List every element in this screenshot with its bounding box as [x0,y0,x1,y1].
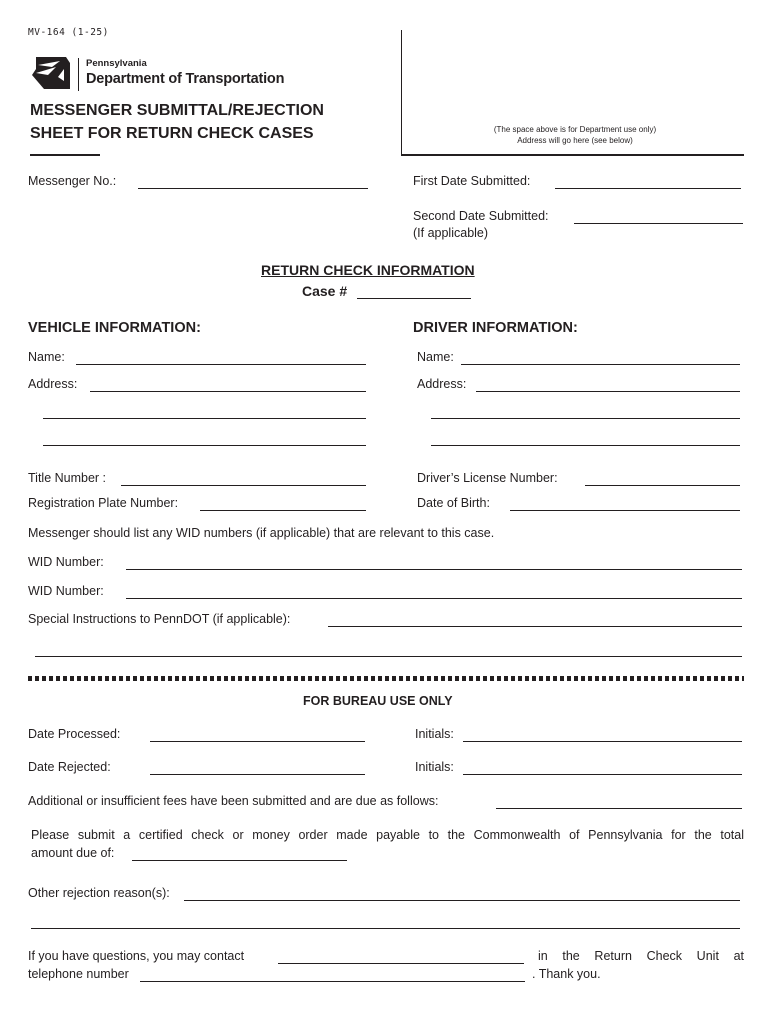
case-number-label: Case # [302,283,348,299]
special-instructions-label: Special Instructions to PennDOT (if applicable): [28,612,291,626]
title-number-label: Title Number : [28,471,107,485]
driver-address-field[interactable] [476,391,740,392]
wid-number-field-1[interactable] [126,569,742,570]
plate-number-label: Registration Plate Number: [28,496,179,510]
bureau-heading: FOR BUREAU USE ONLY [303,694,453,708]
other-reasons-line2[interactable] [31,928,740,929]
wid-number-field-2[interactable] [126,598,742,599]
date-processed-field[interactable] [150,741,365,742]
initials-field-1[interactable] [463,741,742,742]
driver-address-line2[interactable] [431,418,740,419]
telephone-field[interactable] [140,981,525,982]
logo-agency: Department of Transportation [86,71,285,87]
vehicle-address-line2[interactable] [43,418,366,419]
fees-field[interactable] [496,808,742,809]
return-check-unit-text: in the Return Check Unit at [538,949,744,963]
form-title-line1: MESSENGER SUBMITTAL/REJECTION [30,102,324,119]
department-note-line1: (The space above is for Department use only) [493,125,657,134]
first-date-label: First Date Submitted: [413,174,531,188]
logo-divider [78,58,79,91]
driver-heading: DRIVER INFORMATION: [413,320,578,336]
vehicle-address-line3[interactable] [43,445,366,446]
department-note-line2: Address will go here (see below) [517,136,633,145]
first-date-field[interactable] [555,188,741,189]
second-date-label: Second Date Submitted: [413,209,549,223]
vehicle-name-field[interactable] [76,364,366,365]
thank-you-text: . Thank you. [532,967,601,981]
driver-name-field[interactable] [461,364,740,365]
logo-state: Pennsylvania [86,58,147,69]
driver-name-label: Name: [417,350,454,364]
plate-number-field[interactable] [200,510,366,511]
license-number-field[interactable] [585,485,740,486]
dotted-separator [28,676,744,681]
vehicle-name-label: Name: [28,350,65,364]
initials-label-2: Initials: [415,760,454,774]
wid-instruction: Messenger should list any WID numbers (if applicable) that are relevant to this case. [28,526,495,540]
messenger-no-label: Messenger No.: [28,174,117,188]
return-check-heading: RETURN CHECK INFORMATION [261,262,475,278]
title-rule [30,154,100,156]
penndot-keystone-logo-icon [30,55,72,91]
form-title-line2: SHEET FOR RETURN CHECK CASES [30,125,314,142]
telephone-label: telephone number [28,967,129,981]
submit-instruction-line2: amount due of: [31,846,115,860]
submit-instruction-line1: Please submit a certified check or money order made payable to the Commonwealth of Pennsylvania for the total [31,828,744,842]
special-instructions-line2[interactable] [35,656,742,657]
fees-label: Additional or insufficient fees have been submitted and are due as follows: [28,794,439,808]
questions-text: If you have questions, you may contact [28,949,245,963]
other-reasons-field[interactable] [184,900,740,901]
messenger-no-field[interactable] [138,188,368,189]
header-horizontal-rule [401,154,744,156]
second-date-field[interactable] [574,223,743,224]
title-number-field[interactable] [121,485,366,486]
special-instructions-field[interactable] [328,626,742,627]
date-processed-label: Date Processed: [28,727,121,741]
amount-due-field[interactable] [132,860,347,861]
driver-address-label: Address: [417,377,467,391]
wid-number-label-1: WID Number: [28,555,104,569]
case-number-field[interactable] [357,298,471,299]
contact-name-field[interactable] [278,963,524,964]
vehicle-address-field[interactable] [90,391,366,392]
license-number-label: Driver’s License Number: [417,471,558,485]
date-rejected-label: Date Rejected: [28,760,111,774]
initials-field-2[interactable] [463,774,742,775]
vehicle-heading: VEHICLE INFORMATION: [28,320,201,336]
vehicle-address-label: Address: [28,377,78,391]
dob-field[interactable] [510,510,740,511]
second-date-note: (If applicable) [413,226,489,240]
wid-number-label-2: WID Number: [28,584,104,598]
driver-address-line3[interactable] [431,445,740,446]
header-vertical-divider [401,30,402,154]
date-rejected-field[interactable] [150,774,365,775]
initials-label-1: Initials: [415,727,454,741]
dob-label: Date of Birth: [417,496,490,510]
other-reasons-label: Other rejection reason(s): [28,886,170,900]
form-number: MV-164 (1-25) [28,27,109,38]
